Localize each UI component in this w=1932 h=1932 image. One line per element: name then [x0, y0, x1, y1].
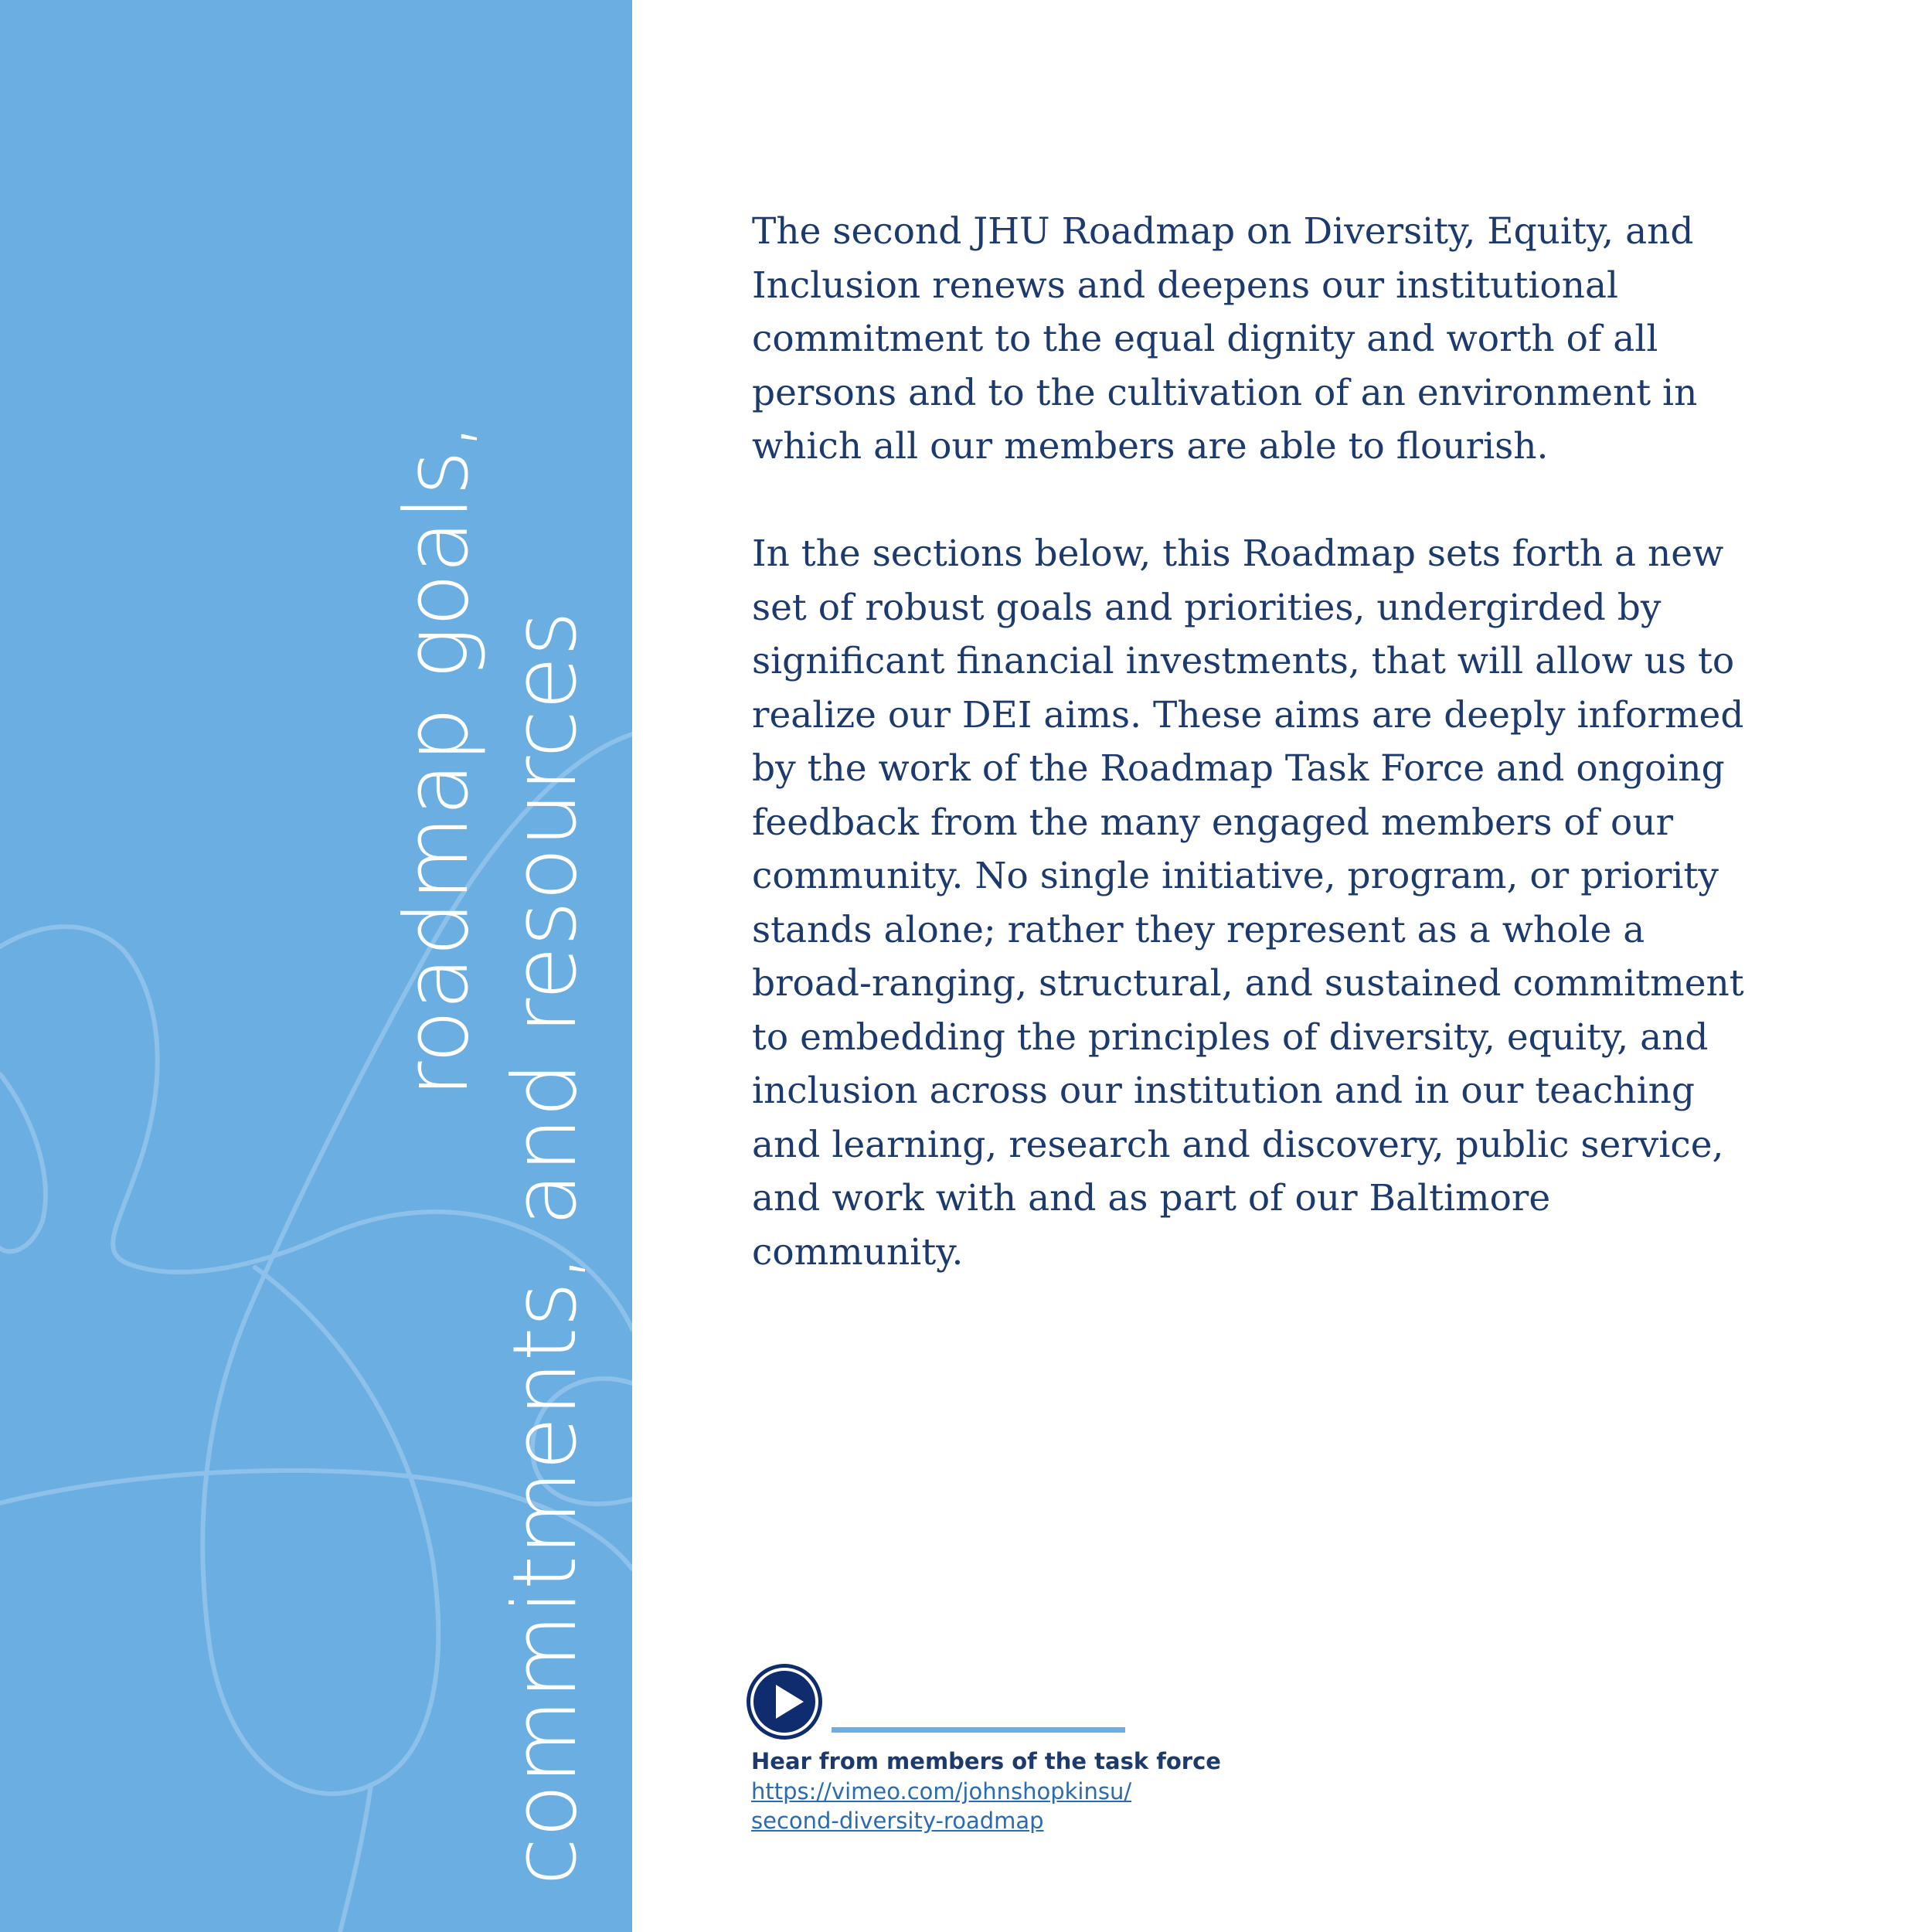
body-text — [752, 205, 1757, 1333]
divider-rule — [832, 1727, 1125, 1733]
title-line-1: roadmap goals, — [386, 422, 488, 1097]
play-icon — [747, 1664, 822, 1740]
video-link[interactable] — [751, 1777, 1131, 1835]
play-button[interactable] — [747, 1664, 822, 1740]
video-link-line-1: https://vimeo.com/johnshopkinsu/ — [751, 1778, 1132, 1804]
sidebar-panel — [0, 0, 632, 1932]
sidebar-vertical-title — [383, 423, 599, 1886]
roadmap-paragraph: In the sections below, this Roadmap sets forth a new set of robust goals and priorities, undergirded by significant financial investments, that will allow us to realize our DEI aims. These aims are deeply informed by the work of the Roadmap Task Force and ongoing feedback from the many engaged members of our community. No single initiative, program, or priority stands alone; rather they represent as a whole a broad-ranging, structural, and sustained commitment to embedding the principles of diversity, equity, and inclusion across our institution and in our teaching and learning, research and discovery, public service, and work with and as part of our Baltimore community. — [752, 532, 1744, 1274]
video-caption: Hear from members of the task force — [751, 1748, 1221, 1774]
video-link-line-2: second-diversity-roadmap — [751, 1808, 1044, 1834]
intro-paragraph: The second JHU Roadmap on Diversity, Equity, and Inclusion renews and deepens our institutional commitment to the equal dignity and worth of all persons and to the cultivation of an environment in which all our members are able to flourish. — [752, 210, 1698, 468]
title-line-2: commitments, and resources — [494, 611, 596, 1886]
